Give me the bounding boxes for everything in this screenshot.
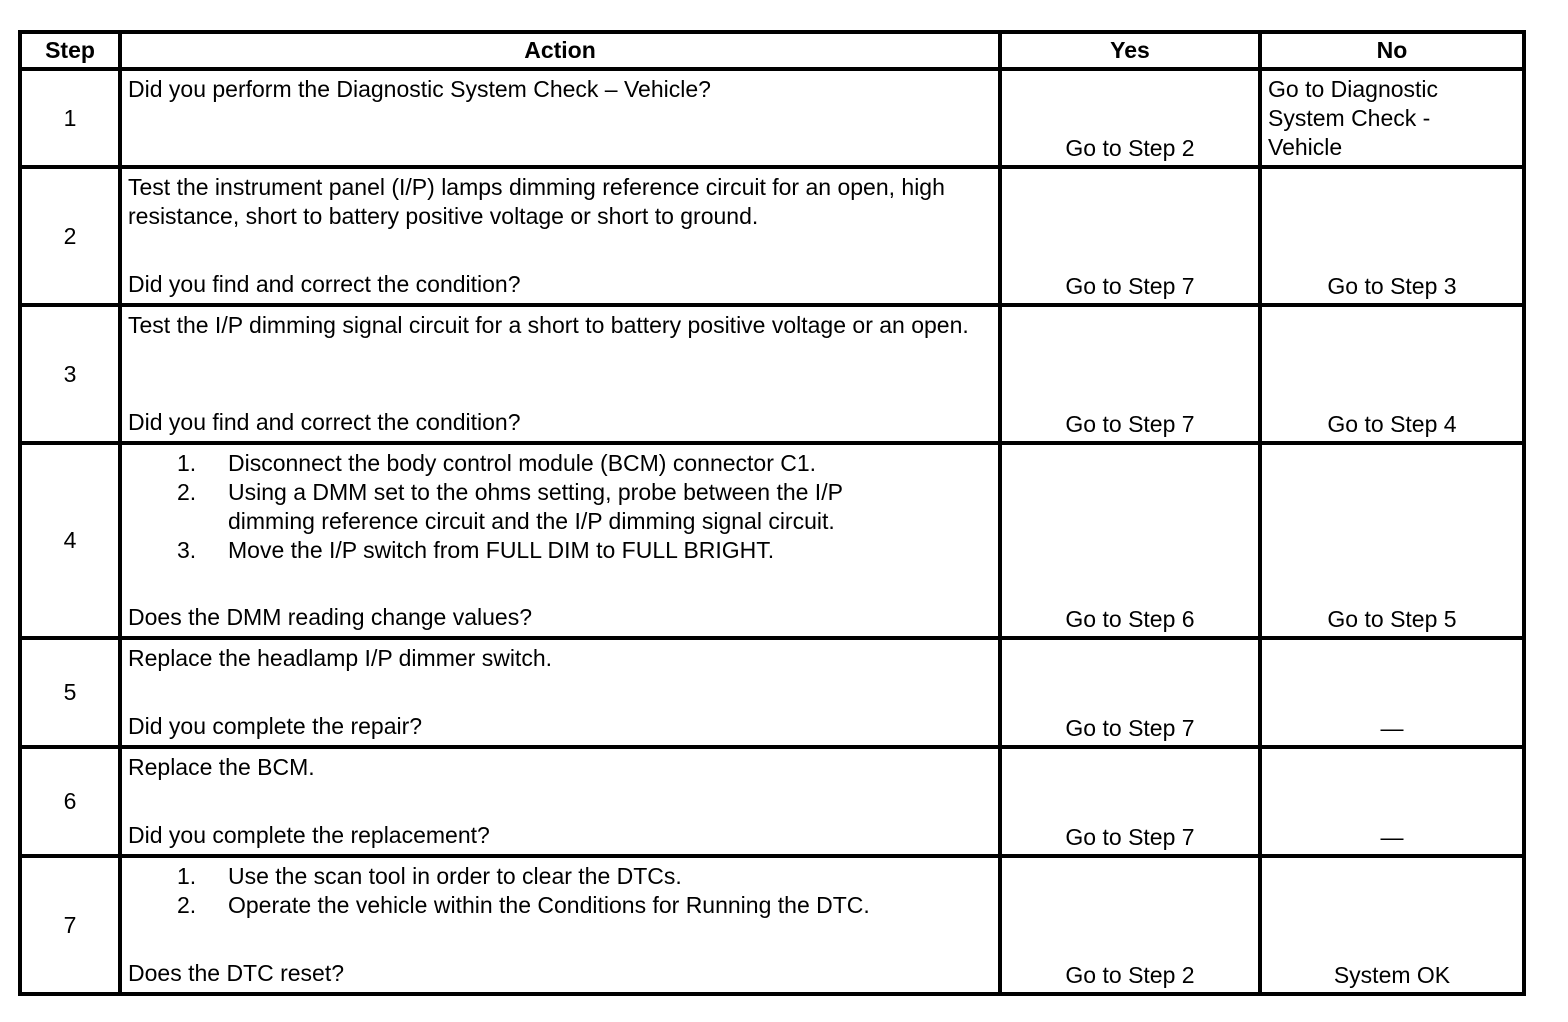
action-cell (120, 638, 1000, 747)
no-cell: Go to Step 3 (1260, 167, 1524, 305)
list-item-text: Use the scan tool in order to clear the DTCs. (228, 863, 682, 889)
action-text: Test the instrument panel (I/P) lamps dimming reference circuit for an open, high resistance, short to battery positive voltage or short to ground. (128, 174, 945, 229)
action-question: Did you complete the repair? (128, 713, 423, 739)
no-cell: Go to Step 5 (1260, 443, 1524, 638)
yes-cell: Go to Step 7 (1000, 638, 1260, 747)
yes-cell: Go to Step 7 (1000, 305, 1260, 443)
action-question: Does the DTC reset? (128, 960, 345, 986)
list-item (128, 536, 992, 565)
action-cell (120, 305, 1000, 443)
list-item-number: 1. (177, 450, 197, 476)
action-text: Replace the headlamp I/P dimmer switch. (128, 645, 552, 671)
list-item-number: 1. (177, 863, 197, 889)
header-row (20, 32, 1524, 69)
yes-cell: Go to Step 7 (1000, 167, 1260, 305)
list-item-text: Move the I/P switch from FULL DIM to FULL BRIGHT. (228, 537, 775, 563)
substep-list (128, 449, 992, 565)
list-item (128, 891, 992, 920)
diagnostic-table (18, 30, 1526, 996)
table-row (20, 747, 1524, 856)
table-row (20, 443, 1524, 638)
action-question: Did you find and correct the condition? (128, 409, 521, 435)
yes-cell: Go to Step 2 (1000, 69, 1260, 167)
list-item-number: 2. (177, 479, 197, 505)
no-cell: — (1260, 747, 1524, 856)
action-text: Did you perform the Diagnostic System Check – Vehicle? (128, 76, 711, 102)
yes-cell: Go to Step 7 (1000, 747, 1260, 856)
list-item-text: Disconnect the body control module (BCM) connector C1. (228, 450, 817, 476)
yes-cell: Go to Step 2 (1000, 856, 1260, 994)
action-cell (120, 69, 1000, 167)
list-item (128, 449, 992, 478)
list-item-number: 3. (177, 537, 197, 563)
step-number: 5 (20, 638, 120, 747)
header-yes: Yes (1000, 32, 1260, 69)
header-action: Action (120, 32, 1000, 69)
step-number: 6 (20, 747, 120, 856)
action-cell (120, 167, 1000, 305)
yes-cell: Go to Step 6 (1000, 443, 1260, 638)
list-item-text: Operate the vehicle within the Conditions for Running the DTC. (228, 892, 870, 918)
table-row (20, 305, 1524, 443)
action-cell (120, 443, 1000, 638)
action-question: Does the DMM reading change values? (128, 604, 533, 630)
no-cell: System OK (1260, 856, 1524, 994)
no-cell: Go to Step 4 (1260, 305, 1524, 443)
step-number: 3 (20, 305, 120, 443)
header-no: No (1260, 32, 1524, 69)
step-number: 4 (20, 443, 120, 638)
step-number: 1 (20, 69, 120, 167)
step-number: 2 (20, 167, 120, 305)
header-step: Step (20, 32, 120, 69)
table-row (20, 856, 1524, 994)
table-row (20, 167, 1524, 305)
action-question: Did you find and correct the condition? (128, 271, 521, 297)
list-item-number: 2. (177, 892, 197, 918)
action-cell (120, 856, 1000, 994)
list-item-text: Using a DMM set to the ohms setting, probe between the I/P dimming reference circuit and the I/P dimming signal circuit. (228, 479, 843, 534)
action-question: Did you complete the replacement? (128, 822, 490, 848)
list-item (128, 862, 992, 891)
table-row (20, 69, 1524, 167)
table-row (20, 638, 1524, 747)
list-item (128, 478, 992, 536)
action-text: Replace the BCM. (128, 754, 315, 780)
no-cell (1260, 69, 1524, 167)
substep-list (128, 862, 992, 920)
action-text: Test the I/P dimming signal circuit for a short to battery positive voltage or an open. (128, 312, 969, 338)
action-cell (120, 747, 1000, 856)
no-cell: — (1260, 638, 1524, 747)
no-text: Go to Diagnostic System Check - Vehicle (1268, 76, 1439, 160)
step-number: 7 (20, 856, 120, 994)
